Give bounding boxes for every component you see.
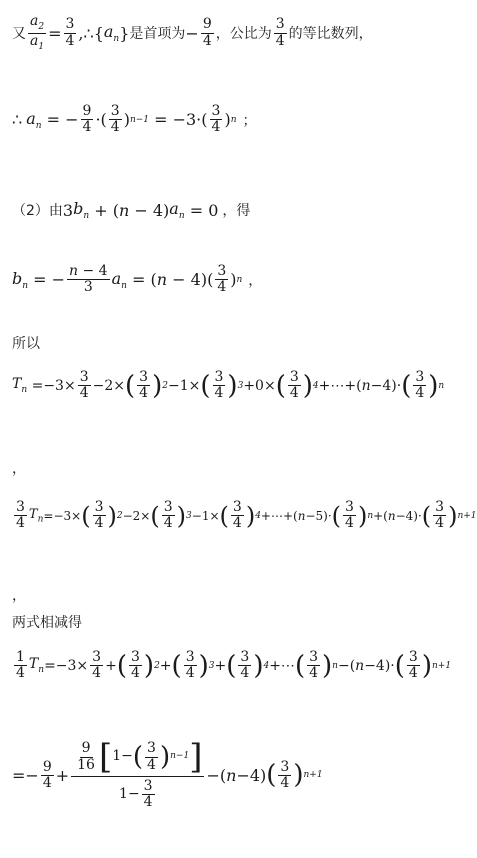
line-6-Tn: $T_n$ =−3× $\frac{3}{4}$ −2× ( $\frac{3}{4}$ ) 2 −1× ( $\frac{3}{4}$ ) 3 +0× ( $\frac{3}{4}$ ) 4 +⋯+( n −4)· ( $\frac{3}{4}$ ) n <box>12 369 445 402</box>
line-1: 又 $\frac{a_2}{a_1}$ = $\frac{3}{4}$ ,∴{ $a_n$ } 是首项为 − $\frac{9}{4}$ ，公比为 $\frac{3}{4}$ 的等比数列， <box>12 13 373 52</box>
line-9-14Tn: $\frac{1}{4}$ $T_n$ =−3× $\frac{3}{4}$ + ( $\frac{3}{4}$ ) 2 + ( $\frac{3}{4}$ ) 3 + ( $\frac{3}{4}$ ) 4 +⋯ ( $\frac{3}{4}$ ) n −( n −4)· ( $\frac{3}{4}$ ) n+1 <box>16 649 452 682</box>
text-you: 又 <box>12 26 26 43</box>
line-4: $b_n$ = − $\frac{n - 4}{3}$ $a_n$ = ( n − 4)( $\frac{3}{4}$ ) n ， <box>12 263 263 296</box>
line-10: =− $\frac{9}{4}$ + $\frac{9}{16}$ [ 1 − ( $\frac{3}{4}$ ) n−1 ] 1 − $\frac{3}{4}$ −( n −4) ( $\frac{3}{4}$ ) n+1 <box>12 737 323 811</box>
comma-2: ， <box>12 588 26 604</box>
big-fraction: $\frac{9}{16}$ [ 1 − ( $\frac{3}{4}$ ) n−1 ] 1 − $\frac{3}{4}$ <box>71 740 204 811</box>
frac-a2-a1: $\frac{a_2}{a_1}$ <box>30 13 45 52</box>
text-part2: （2）由 <box>12 203 63 220</box>
text-common-ratio: ，公比为 <box>215 26 272 43</box>
line-2: ∴ $a_n$ = − $\frac{9}{4}$ ·( $\frac{3}{4}$ ) n−1 = −3·( $\frac{3}{4}$ ) n ； <box>12 103 257 136</box>
line-7-34Tn: $\frac{3}{4}$ $T_n$ =−3× ( $\frac{3}{4}$ ) 2 −2× ( $\frac{3}{4}$ ) 3 −1× ( $\frac{3}{4}$ ) 4 +⋯+( n −5)· ( $\frac{3}{4}$ ) n +( n −4)· ( $\frac{3}{4}$ ) n+1 <box>16 499 477 532</box>
text-therefore: 所以 <box>12 336 40 352</box>
line-8 <box>12 612 82 632</box>
frac-3-4: $\frac{3}{4}$ <box>65 16 75 49</box>
text-subtract: 两式相减得 <box>12 615 82 631</box>
line-3: （2）由 3 $b_n$ + ( n − 4) $a_n$ = 0 ，得 <box>12 199 251 222</box>
comma-1: ， <box>12 461 26 477</box>
text-geometric: 的等比数列， <box>288 26 373 43</box>
line-5 <box>12 333 40 353</box>
text-first-term: 是首项为 <box>129 26 186 43</box>
frac-9-4: $\frac{9}{4}$ <box>202 16 212 49</box>
